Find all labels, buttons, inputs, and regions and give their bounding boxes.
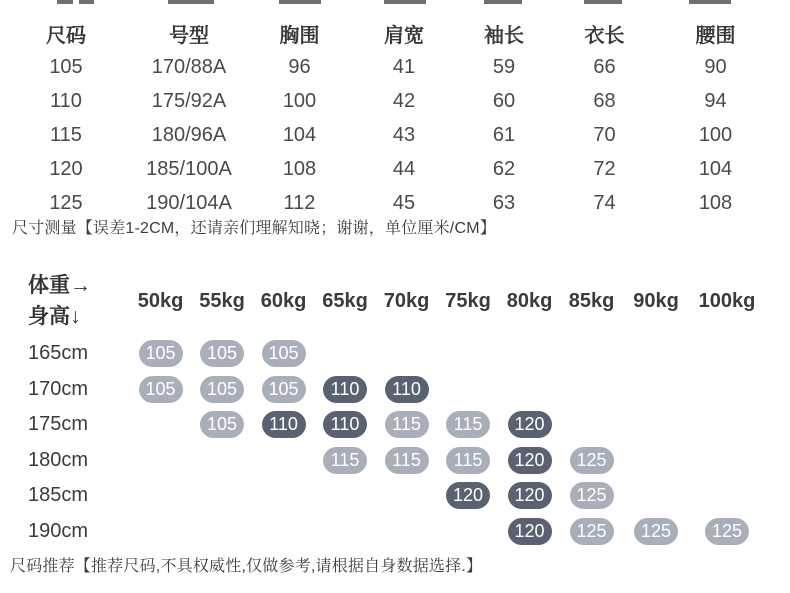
height-row-label: 165cm xyxy=(28,342,89,365)
fit-chart-row xyxy=(0,443,790,479)
fit-cell xyxy=(437,336,499,372)
size-spec-header-row xyxy=(0,16,775,50)
height-row-label: 170cm xyxy=(28,377,89,400)
spec-cell: 104 xyxy=(698,157,733,180)
spec-cell: 185/100A xyxy=(146,157,232,180)
size-badge: 105 xyxy=(139,340,183,367)
fit-cell xyxy=(437,443,499,479)
fit-cell xyxy=(191,478,253,514)
size-badge: 120 xyxy=(508,518,552,545)
fit-cell xyxy=(130,478,191,514)
fit-cell xyxy=(437,372,499,408)
column-header: 胸围 xyxy=(279,24,320,47)
weight-column-header: 70kg xyxy=(383,289,430,312)
spec-cell: 104 xyxy=(282,123,317,146)
size-badge: 120 xyxy=(446,482,490,509)
cropped-text-artifact xyxy=(168,0,214,4)
size-badge: 120 xyxy=(508,447,552,474)
fit-cell xyxy=(623,336,689,372)
fit-cell xyxy=(130,372,191,408)
fit-cell xyxy=(623,478,689,514)
column-header: 号型 xyxy=(169,24,209,47)
size-badge: 120 xyxy=(508,482,552,509)
fit-cell xyxy=(314,372,376,408)
fit-cell xyxy=(689,407,765,443)
fit-cell xyxy=(253,478,314,514)
spec-cell: 100 xyxy=(698,123,733,146)
fit-cell xyxy=(253,372,314,408)
fit-cell xyxy=(191,407,253,443)
size-badge: 105 xyxy=(200,376,244,403)
spec-cell: 96 xyxy=(288,55,311,78)
spec-cell: 90 xyxy=(704,55,727,78)
fit-cell xyxy=(560,443,623,479)
spec-cell: 61 xyxy=(492,123,516,146)
spec-row xyxy=(0,50,775,84)
weight-column-header: 50kg xyxy=(137,289,184,312)
fit-cell xyxy=(437,478,499,514)
spec-cell: 112 xyxy=(283,191,316,214)
column-header: 肩宽 xyxy=(384,24,424,47)
height-row-label: 185cm xyxy=(28,484,89,507)
fit-cell xyxy=(499,336,560,372)
cropped-text-artifact xyxy=(484,0,522,4)
fit-cell xyxy=(314,478,376,514)
spec-cell: 120 xyxy=(49,157,83,180)
spec-cell: 94 xyxy=(704,89,727,112)
fit-cell xyxy=(437,514,499,550)
fit-cell xyxy=(499,478,560,514)
spec-row xyxy=(0,118,775,152)
weight-axis-label: 体重→ xyxy=(28,274,91,297)
fit-cell xyxy=(560,336,623,372)
fit-cell xyxy=(314,514,376,550)
spec-cell: 42 xyxy=(392,89,416,112)
spec-cell: 110 xyxy=(50,89,82,112)
fit-cell xyxy=(253,514,314,550)
weight-column-header: 100kg xyxy=(698,289,756,312)
spec-cell: 45 xyxy=(392,191,416,214)
axis-labels xyxy=(0,270,130,332)
fit-cell xyxy=(253,407,314,443)
fit-cell xyxy=(689,514,765,550)
fit-cell xyxy=(560,407,623,443)
size-badge: 110 xyxy=(323,376,367,403)
fit-cell xyxy=(376,336,437,372)
fit-cell xyxy=(623,514,689,550)
spec-cell: 100 xyxy=(282,89,317,112)
fit-cell xyxy=(437,407,499,443)
fit-chart-row xyxy=(0,407,790,443)
size-badge: 125 xyxy=(634,518,678,545)
size-badge: 125 xyxy=(570,447,614,474)
fit-chart-row xyxy=(0,478,790,514)
fit-cell xyxy=(560,514,623,550)
spec-cell: 68 xyxy=(593,89,616,112)
spec-cell: 72 xyxy=(593,157,616,180)
cropped-text-artifact xyxy=(57,0,73,4)
spec-cell: 108 xyxy=(698,191,733,214)
fit-cell xyxy=(376,443,437,479)
fit-cell xyxy=(376,407,437,443)
cropped-text-artifact xyxy=(384,0,426,4)
measurement-note: 尺寸测量【误差1-2CM，还请亲们理解知晓；谢谢，单位厘米/CM】 xyxy=(12,220,496,237)
size-badge: 120 xyxy=(508,411,552,438)
spec-cell: 43 xyxy=(392,123,416,146)
size-badge: 105 xyxy=(200,340,244,367)
fit-recommendation-chart xyxy=(0,270,790,549)
spec-cell: 63 xyxy=(492,191,516,214)
weight-column-header: 60kg xyxy=(260,289,307,312)
fit-cell xyxy=(689,372,765,408)
fit-cell xyxy=(130,443,191,479)
size-badge: 105 xyxy=(200,411,244,438)
fit-cell xyxy=(499,514,560,550)
spec-cell: 175/92A xyxy=(151,89,227,112)
fit-cell xyxy=(499,407,560,443)
fit-cell xyxy=(130,514,191,550)
fit-cell xyxy=(499,372,560,408)
fit-cell xyxy=(191,514,253,550)
fit-chart-row xyxy=(0,336,790,372)
spec-cell: 60 xyxy=(492,89,516,112)
fit-cell xyxy=(191,372,253,408)
size-badge: 115 xyxy=(446,411,490,438)
fit-cell xyxy=(623,443,689,479)
spec-cell: 115 xyxy=(50,123,82,146)
height-axis-label: 身高↓ xyxy=(28,305,81,328)
fit-cell xyxy=(314,443,376,479)
size-badge: 105 xyxy=(139,376,183,403)
fit-cell xyxy=(623,372,689,408)
spec-cell: 190/104A xyxy=(146,191,232,214)
size-badge: 125 xyxy=(570,518,614,545)
fit-cell xyxy=(689,478,765,514)
spec-cell: 180/96A xyxy=(151,123,227,146)
weight-column-header: 90kg xyxy=(633,289,679,312)
fit-cell xyxy=(560,372,623,408)
spec-cell: 66 xyxy=(593,55,616,78)
spec-cell: 62 xyxy=(492,157,516,180)
size-badge: 125 xyxy=(705,518,749,545)
spec-cell: 41 xyxy=(392,55,416,78)
spec-cell: 108 xyxy=(282,157,317,180)
height-row-label: 175cm xyxy=(28,413,89,436)
column-header: 腰围 xyxy=(695,24,736,47)
spec-row xyxy=(0,186,775,220)
weight-column-header: 65kg xyxy=(322,289,368,312)
fit-cell xyxy=(689,336,765,372)
height-row-label: 190cm xyxy=(28,519,89,542)
weight-column-header: 55kg xyxy=(199,289,245,312)
cropped-text-artifact xyxy=(279,0,321,4)
fit-cell xyxy=(560,478,623,514)
column-header: 袖长 xyxy=(484,24,524,47)
recommendation-note: 尺码推荐【推荐尺码,不具权威性,仅做参考,请根据自身数据选择.】 xyxy=(10,558,483,575)
size-badge: 115 xyxy=(446,447,490,474)
size-badge: 110 xyxy=(262,411,306,438)
cropped-text-artifact xyxy=(584,0,622,4)
size-spec-table xyxy=(0,16,775,220)
fit-cell xyxy=(130,407,191,443)
column-header: 衣长 xyxy=(584,24,625,47)
fit-cell xyxy=(499,443,560,479)
fit-cell xyxy=(130,336,191,372)
spec-cell: 125 xyxy=(49,191,83,214)
spec-cell: 105 xyxy=(49,55,83,78)
spec-cell: 170/88A xyxy=(151,55,227,78)
spec-row xyxy=(0,84,775,118)
size-badge: 105 xyxy=(262,376,306,403)
cropped-text-artifact xyxy=(79,0,94,4)
spec-cell: 70 xyxy=(593,123,616,146)
fit-cell xyxy=(253,443,314,479)
fit-cell xyxy=(314,336,376,372)
fit-chart-row xyxy=(0,514,790,550)
weight-column-header: 80kg xyxy=(506,289,553,312)
cropped-text-artifact xyxy=(689,0,731,4)
fit-cell xyxy=(253,336,314,372)
column-header: 尺码 xyxy=(46,24,86,47)
spec-cell: 74 xyxy=(593,191,616,214)
fit-cell xyxy=(376,514,437,550)
fit-cell xyxy=(376,478,437,514)
fit-cell xyxy=(689,443,765,479)
size-badge: 115 xyxy=(385,447,429,474)
spec-cell: 59 xyxy=(492,55,516,78)
size-badge: 110 xyxy=(385,376,429,403)
fit-cell xyxy=(191,443,253,479)
fit-chart-row xyxy=(0,372,790,408)
spec-cell: 44 xyxy=(392,157,416,180)
fit-cell xyxy=(314,407,376,443)
spec-row xyxy=(0,152,775,186)
fit-chart-header-row xyxy=(0,270,790,332)
size-badge: 105 xyxy=(262,340,306,367)
size-badge: 110 xyxy=(323,411,367,438)
size-badge: 115 xyxy=(385,411,429,438)
fit-cell xyxy=(623,407,689,443)
size-badge: 115 xyxy=(323,447,367,474)
fit-cell xyxy=(191,336,253,372)
weight-column-header: 85kg xyxy=(568,289,615,312)
size-badge: 125 xyxy=(570,482,614,509)
weight-column-header: 75kg xyxy=(445,289,491,312)
fit-cell xyxy=(376,372,437,408)
height-row-label: 180cm xyxy=(28,448,89,471)
